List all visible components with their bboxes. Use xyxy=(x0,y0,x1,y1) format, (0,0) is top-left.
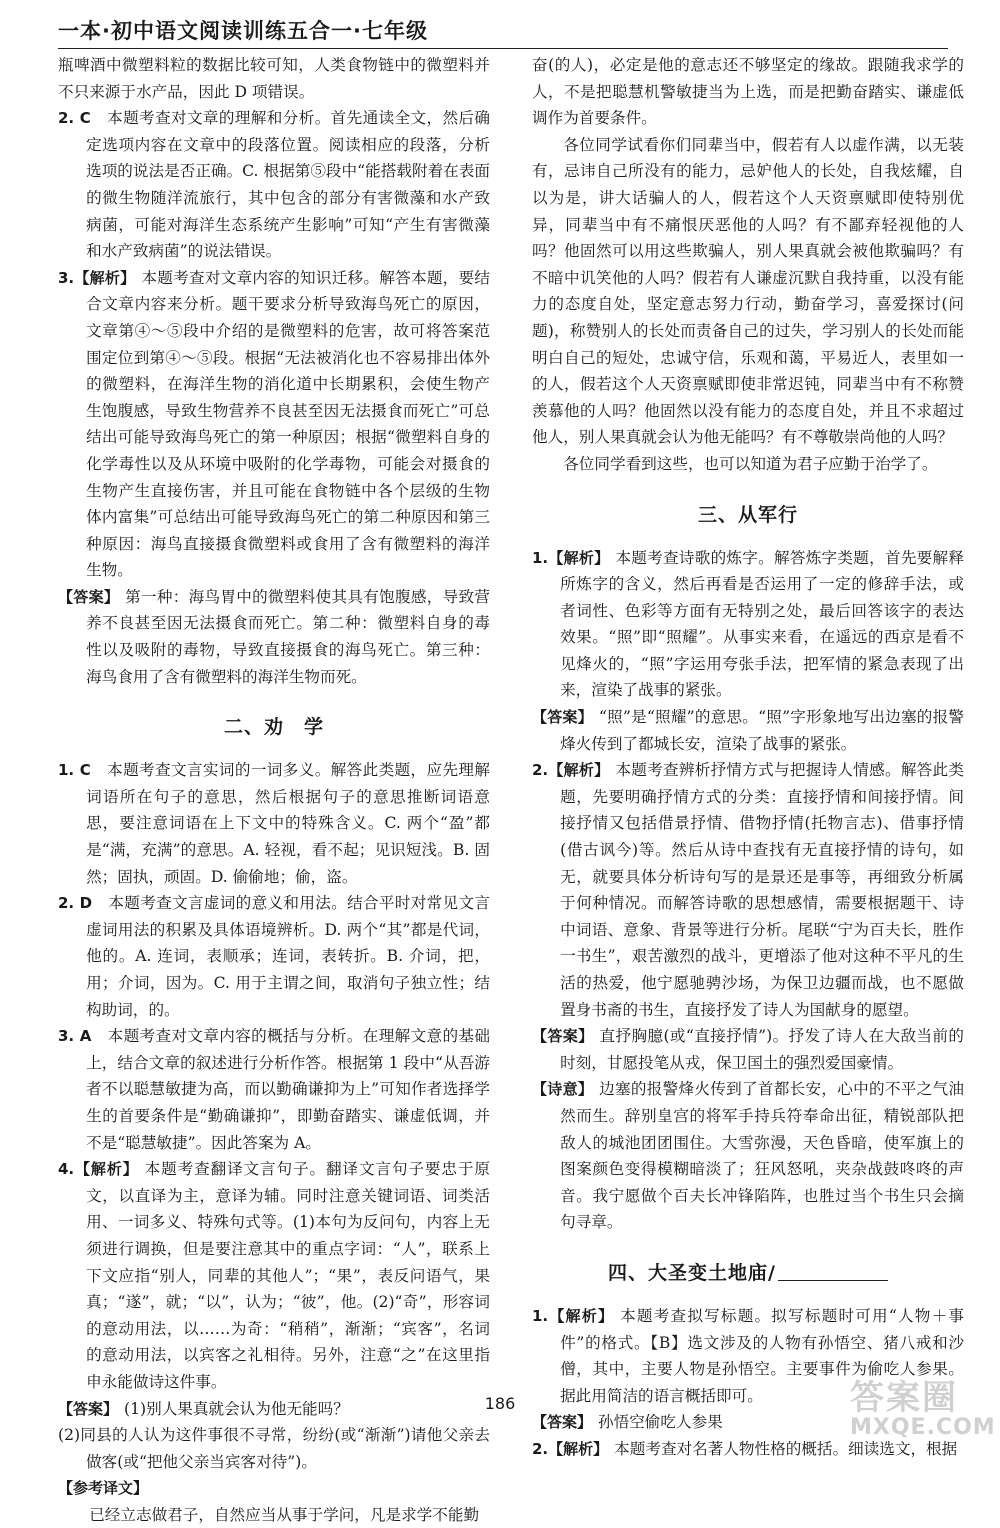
section-title-dasheng: 四、大圣变土地庙/ xyxy=(532,1258,964,1285)
s2-item-4-answer: 【答案】 (1)别人果真就会认为他无能吗？ xyxy=(58,1399,349,1418)
s4-item-1-analysis: 1.【解析】 本题考查拟写标题。拟写标题时可用“人物＋事件”的格式。【B】选文涉及的人物有孙悟空、猪八戒和沙僧，其中，主要人物是孙悟空。主要事件为偷吃人参果。据此用简洁的语言概括即可。 xyxy=(532,1306,964,1405)
left-column xyxy=(58,52,490,1528)
s2-item-3a: 3. A 本题考查对文章内容的概括与分析。在理解文意的基础上，结合文章的叙述进行分析作答。根据第 1 段中“从吾游者不以聪慧敏捷为高，而以勤确谦抑为上”可知作者选择学生的首要条件是“勤确谦抑”，即勤奋踏实、谦虚低调，并不是“聪慧敏捷”。因此答案为 A。 xyxy=(58,1027,490,1152)
s3-item-2-answer: 【答案】 直抒胸臆(或“直接抒情”)。抒发了诗人在大敌当前的时刻，甘愿投笔从戎，保卫国土的强烈爱国豪情。 xyxy=(532,1027,964,1072)
watermark-logo xyxy=(850,1370,996,1450)
watermark-top-text: 答案圈 xyxy=(850,1378,958,1418)
right-column xyxy=(532,52,964,1463)
s2-item-2d: 2. D 本题考查文言虚词的意义和用法。结合平时对常见文言虚词用法的积累及具体语境辨析。D. 两个“其”都是代词，他的。A. 连词，表顺承；连词，表转折。B. 介词，把，用；介词，因为。C. 用于主谓之间，取消句子独立性；结构助词，的。 xyxy=(58,894,490,1019)
reference-translation-text: 已经立志做君子，自然应当从事于学问，凡是求学不能勤 xyxy=(89,1505,480,1524)
translation-continued: 奋(的人)，必定是他的意志还不够坚定的缘故。跟随我求学的人，不是把聪慧机警敏捷当为上选，而是把勤奋踏实、谦虚低调作为首要条件。 xyxy=(532,56,964,128)
s2-item-4-answer-2: (2)同县的人认为这件事很不寻常，纷纷(或“渐渐”)请他父亲去做客(或“把他父亲当宾客对待”)。 xyxy=(58,1426,490,1471)
s2-item-1c: 1. C 本题考查文言实词的一词多义。解答此类题，应先理解词语所在句子的意思，然后根据句子的意思推断词语意思，要注意词语在上下文中的特殊含义。C. 两个“盈”都是“满，充满”的意思。A. 轻视，看不起；见识短浅。B. 固然；固执，顽固。D. 偷偷地；偷，盗。 xyxy=(58,761,490,886)
s3-item-1-answer: 【答案】 “照”是“照耀”的意思。“照”字形象地写出边塞的报警烽火传到了都城长安，渲染了战事的紧张。 xyxy=(532,708,964,753)
translation-paragraph-2: 各位同学试看你们同辈当中，假若有人以虚作满，以无装有，忌讳自己所没有的能力，忌妒他人的长处，自我炫耀，自以为是，讲大话骗人的人，假若这个人天资禀赋即使特别优异，同辈当中有不痛恨厌恶他的人吗？有不鄙弃轻视他的人吗？他固然可以用这些欺骗人，别人果真就会被他欺骗吗？有不暗中讥笑他的人吗？假若有人谦虚沉默自我持重，以没有能力的态度自处，坚定意志努力行动，勤奋学习，喜爱探讨(问题)，称赞别人的长处而责备自己的过失，学习别人的长处而能明白自己的短处，忠诚守信，乐观和蔼，平易近人，表里如一的人，假若这个人天资禀赋即使非常迟钝，同辈当中有不称赞羡慕他的人吗？他固然以没有能力的态度自处，并且不求超过他人，别人果真就会认为他无能吗？有不尊敬崇尚他的人吗？ xyxy=(532,135,964,447)
page-number: 186 xyxy=(484,1394,516,1413)
s3-item-2-analysis: 2.【解析】 本题考查辨析抒情方式与把握诗人情感。解答此类题，先要明确抒情方式的分类：直接抒情和间接抒情。间接抒情又包括借景抒情、借物抒情(托物言志)、借事抒情(借古讽今)等。然后从诗中查找有无直接抒情的诗句，如无，就要具体分析诗句写的是景还是事等，再细致分析属于何种情况。而解答诗歌的思想感情，需要根据题干、诗中词语、意象、背景等进行分析。尾联“宁为百夫长，胜作一书生”，艰苦激烈的战斗，更增添了他对这种不平凡的生活的热爱，他宁愿驰骋沙场，为保卫边疆而战，也不愿做置身书斋的书生，直接抒发了诗人为国献身的愿望。 xyxy=(532,761,964,1019)
section-title-quanxue: 二、劝 学 xyxy=(223,716,324,739)
translation-paragraph-3: 各位同学看到这些，也可以知道为君子应勤于治学了。 xyxy=(563,454,938,473)
watermark-bottom-text: MXQE.COM xyxy=(850,1415,996,1440)
reference-translation-label: 【参考译文】 xyxy=(58,1479,149,1498)
s3-item-1-analysis: 1.【解析】 本题考查诗歌的炼字。解答炼字类题，首先要解释所炼字的含义，然后再看是否运用了一定的修辞手法，或者词性、色彩等方面有无特别之处，最后回答该字的表达效果。“照”即“照耀”。从事实来看，在遥远的西京是看不见烽火的，“照”字运用夸张手法，把军情的紧急表现了出来，渲染了战事的紧张。 xyxy=(532,548,964,700)
item-3-analysis: 3.【解析】 本题考查对文章内容的知识迁移。解答本题，要结合文章内容来分析。题干要求分析导致海鸟死亡的原因，文章第④～⑤段中介绍的是微塑料的危害，故可将答案范围定位到第④～⑤段。根据“无法被消化也不容易排出体外的微塑料，在海洋生物的消化道中长期累积，会使生物产生饱腹感，导致生物营养不良甚至因无法摄食而死亡”可总结出可能导致海鸟死亡的第一种原因；根据“微塑料自身的化学毒性以及从环境中吸附的化学毒物，可能会对摄食的生物产生直接伤害，并且可能在食物链中各个层级的生物体内富集”可总结出可能导致海鸟死亡的第二种原因和第三种原因：海鸟直接摄食微塑料或食用了含有微塑料的海洋生物。 xyxy=(58,268,490,580)
section-title-congjunxing: 三、从军行 xyxy=(697,503,798,526)
running-header: 一本·初中语文阅读训练五合一·七年级 xyxy=(58,14,948,49)
intro-paragraph: 瓶啤酒中微塑料粒的数据比较可知，人类食物链中的微塑料并不只来源于水产品，因此 D 项错误。 xyxy=(58,56,490,101)
s4-item-1-answer: 【答案】 孙悟空偷吃人参果 xyxy=(532,1413,723,1432)
title-blank-line[interactable] xyxy=(778,1262,888,1281)
item-2c: 2. C 本题考查对文章的理解和分析。首先通读全文，然后确定选项内容在文章中的段落位置。阅读相应的段落，分析选项的说法是否正确。C. 根据第⑤段中“能搭载附着在表面的微生物随洋流旅行，其中包含的部分有害微藻和水产致病菌，可能对海洋生态系统产生影响”可知“产生有害微藻和水产致病菌”的说法错误。 xyxy=(58,109,490,261)
s3-poem-meaning: 【诗意】 边塞的报警烽火传到了首都长安，心中的不平之气油然而生。辞别皇宫的将军手持兵符奉命出征，精锐部队把敌人的城池团团围住。大雪弥漫，天色昏暗，使军旗上的图案颜色变得模糊暗淡了；狂风怒吼，夹杂战鼓咚咚的声音。我宁愿做个百夫长冲锋陷阵，也胜过当个书生只会摘句寻章。 xyxy=(532,1080,964,1232)
s4-item-2-analysis: 2.【解析】 本题考查对名著人物性格的概括。细读选文，根据 xyxy=(532,1439,958,1458)
s2-item-4-analysis: 4.【解析】 本题考查翻译文言句子。翻译文言句子要忠于原文，以直译为主，意译为辅。同时注意关键词语、词类活用、一词多义、特殊句式等。(1)本句为反问句，内容上无须进行调换，但是要注意其中的重点字词：“人”，联系上下文应指“别人，同辈的其他人”；“果”，表反问语气，果真；“遂”，就；“以”，认为；“彼”，他。(2)“奇”，形容词的意动用法，以……为奇：“稍稍”，渐渐；“宾客”，名词的意动用法，以宾客之礼相待。另外，注意“之”在这里指申永能做诗这件事。 xyxy=(58,1160,490,1391)
item-3-answer: 【答案】 第一种：海鸟胃中的微塑料使其具有饱腹感，导致营养不良甚至因无法摄食而死亡。第二种：微塑料自身的毒性以及吸附的毒物，导致直接摄食的海鸟死亡。第三种：海鸟食用了含有微塑料的海洋生物而死。 xyxy=(58,587,490,686)
